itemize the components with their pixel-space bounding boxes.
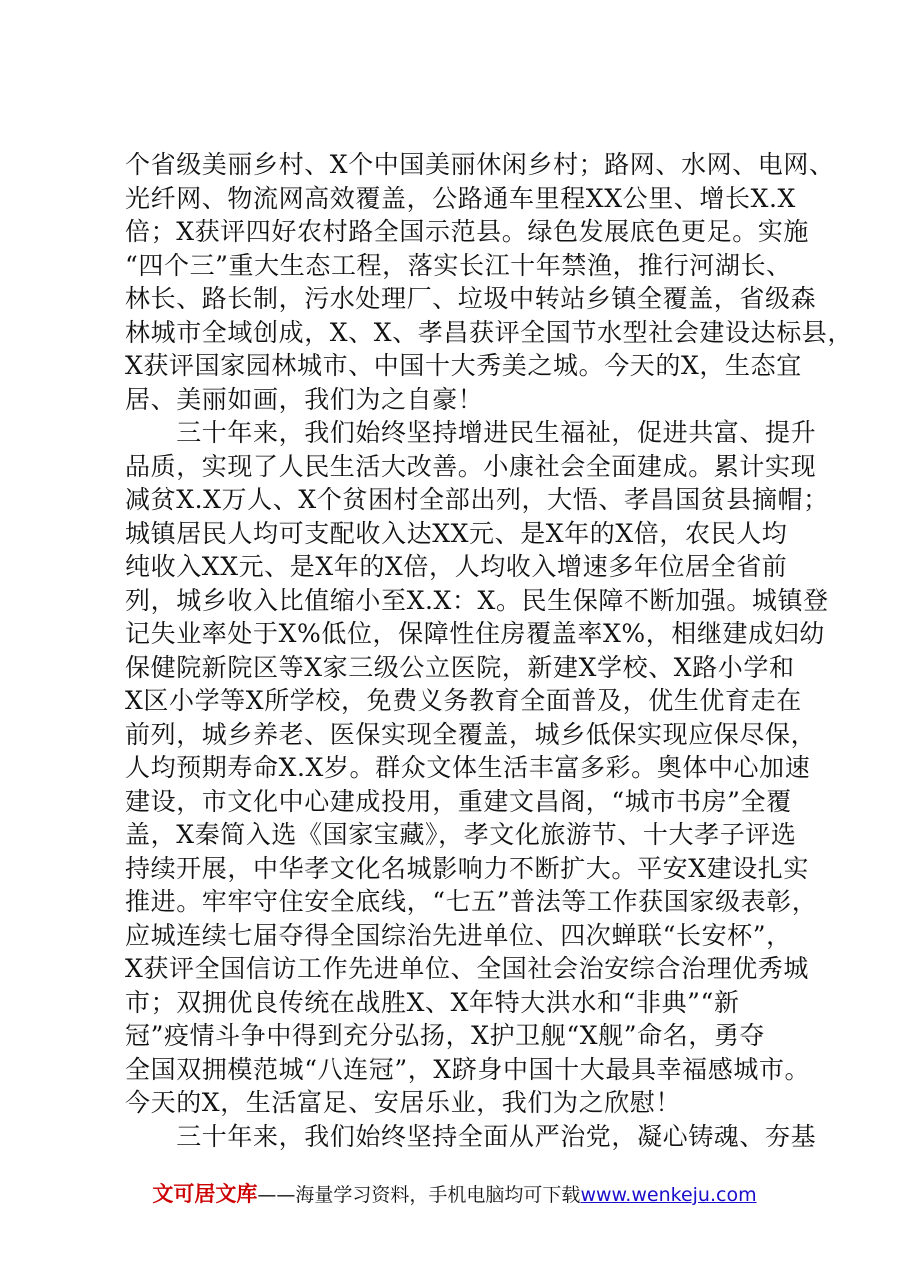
text-line: 林长、路长制，污水处理厂、垃圾中转站乡镇全覆盖，省级森 [125, 284, 817, 313]
text-line: 全国双拥模范城“八连冠”，X跻身中国十大最具幸福感城市。 [125, 1054, 811, 1084]
footer-tagline: ——海量学习资料，手机电脑均可下载 [257, 1184, 581, 1206]
text-line: 个省级美丽乡村、X个中国美丽休闲乡村；路网、水网、电网、 [125, 150, 835, 179]
text-line: 品质，实现了人民生活大改善。小康社会全面建成。累计实现 [125, 451, 817, 481]
text-line: X获评全国信访工作先进单位、全国社会治安综合治理优秀城 [125, 954, 809, 983]
text-line: 建设，市文化中心建成投用，重建文昌阁，“城市书房”全覆 [125, 786, 792, 816]
text-line: 三十年来，我们始终坚持增进民生福祉，促进共富、提升 [125, 418, 817, 447]
text-line: 应城连续七届夺得全国综治先进单位、四次蝉联“长安杯”， [125, 920, 792, 950]
text-line: 林城市全域创成，X、X、孝昌获评全国节水型社会建设达标县， [125, 317, 853, 347]
footer-url-link[interactable]: www.wenkeju.com [580, 1184, 757, 1206]
body-text [125, 148, 853, 1153]
text-line: 列，城乡收入比值缩小至X.X：X。民生保障不断加强。城镇登 [125, 585, 829, 615]
text-line: 记失业率处于X%低位，保障性住房覆盖率X%，相继建成妇幼 [125, 619, 825, 648]
text-line: 市；双拥优良传统在战胜X、X年特大洪水和“非典”“新 [125, 987, 740, 1017]
text-line: 三十年来，我们始终坚持全面从严治党，凝心铸魂、夯基 [125, 1121, 817, 1151]
footer-banner [0, 1180, 909, 1209]
text-line: 倍；X获评四好农村路全国示范县。绿色发展底色更足。实施 [125, 217, 809, 246]
text-line: X获评国家园林城市、中国十大秀美之城。今天的X，生态宜 [125, 351, 802, 380]
text-line: 居、美丽如画，我们为之自豪！ [125, 384, 484, 414]
text-line: 城镇居民人均可支配收入达XX元、是X年的X倍，农民人均 [125, 518, 788, 548]
text-line: 冠”疫情斗争中得到充分弘扬，X护卫舰“X舰”命名，勇夺 [125, 1021, 766, 1050]
text-line: X区小学等X所学校，免费义务教育全面普及，优生优育走在 [125, 686, 802, 715]
text-line: 纯收入XX元、是X年的X倍，人均收入增速多年位居全省前 [125, 552, 788, 581]
text-line: 人均预期寿命X.X岁。群众文体生活丰富多彩。奥体中心加速 [125, 753, 811, 782]
text-line: “四个三”重大生态工程，落实长江十年禁渔，推行河湖长、 [125, 250, 792, 280]
text-line: 保健院新院区等X家三级公立医院，新建X学校、X路小学和 [125, 652, 795, 682]
footer-brand: 文可居文库 [152, 1182, 258, 1206]
text-line: 光纤网、物流网高效覆盖，公路通车里程XX公里、增长X.X [125, 183, 796, 213]
text-line: 今天的X，生活富足、安居乐业，我们为之欣慰！ [125, 1088, 681, 1117]
text-line: 推进。牢牢守住安全底线，“七五”普法等工作获国家级表彰， [125, 887, 818, 916]
text-line: 前列，城乡养老、医保实现全覆盖，城乡低保实现应保尽保， [125, 719, 817, 749]
text-line: 持续开展，中华孝文化名城影响力不断扩大。平安X建设扎实 [125, 853, 809, 883]
text-line: 盖，X秦简入选《国家宝藏》，孝文化旅游节、十大孝子评选 [125, 820, 797, 849]
text-line: 减贫X.X万人、X个贫困村全部出列，大悟、孝昌国贫县摘帽； [125, 485, 829, 514]
